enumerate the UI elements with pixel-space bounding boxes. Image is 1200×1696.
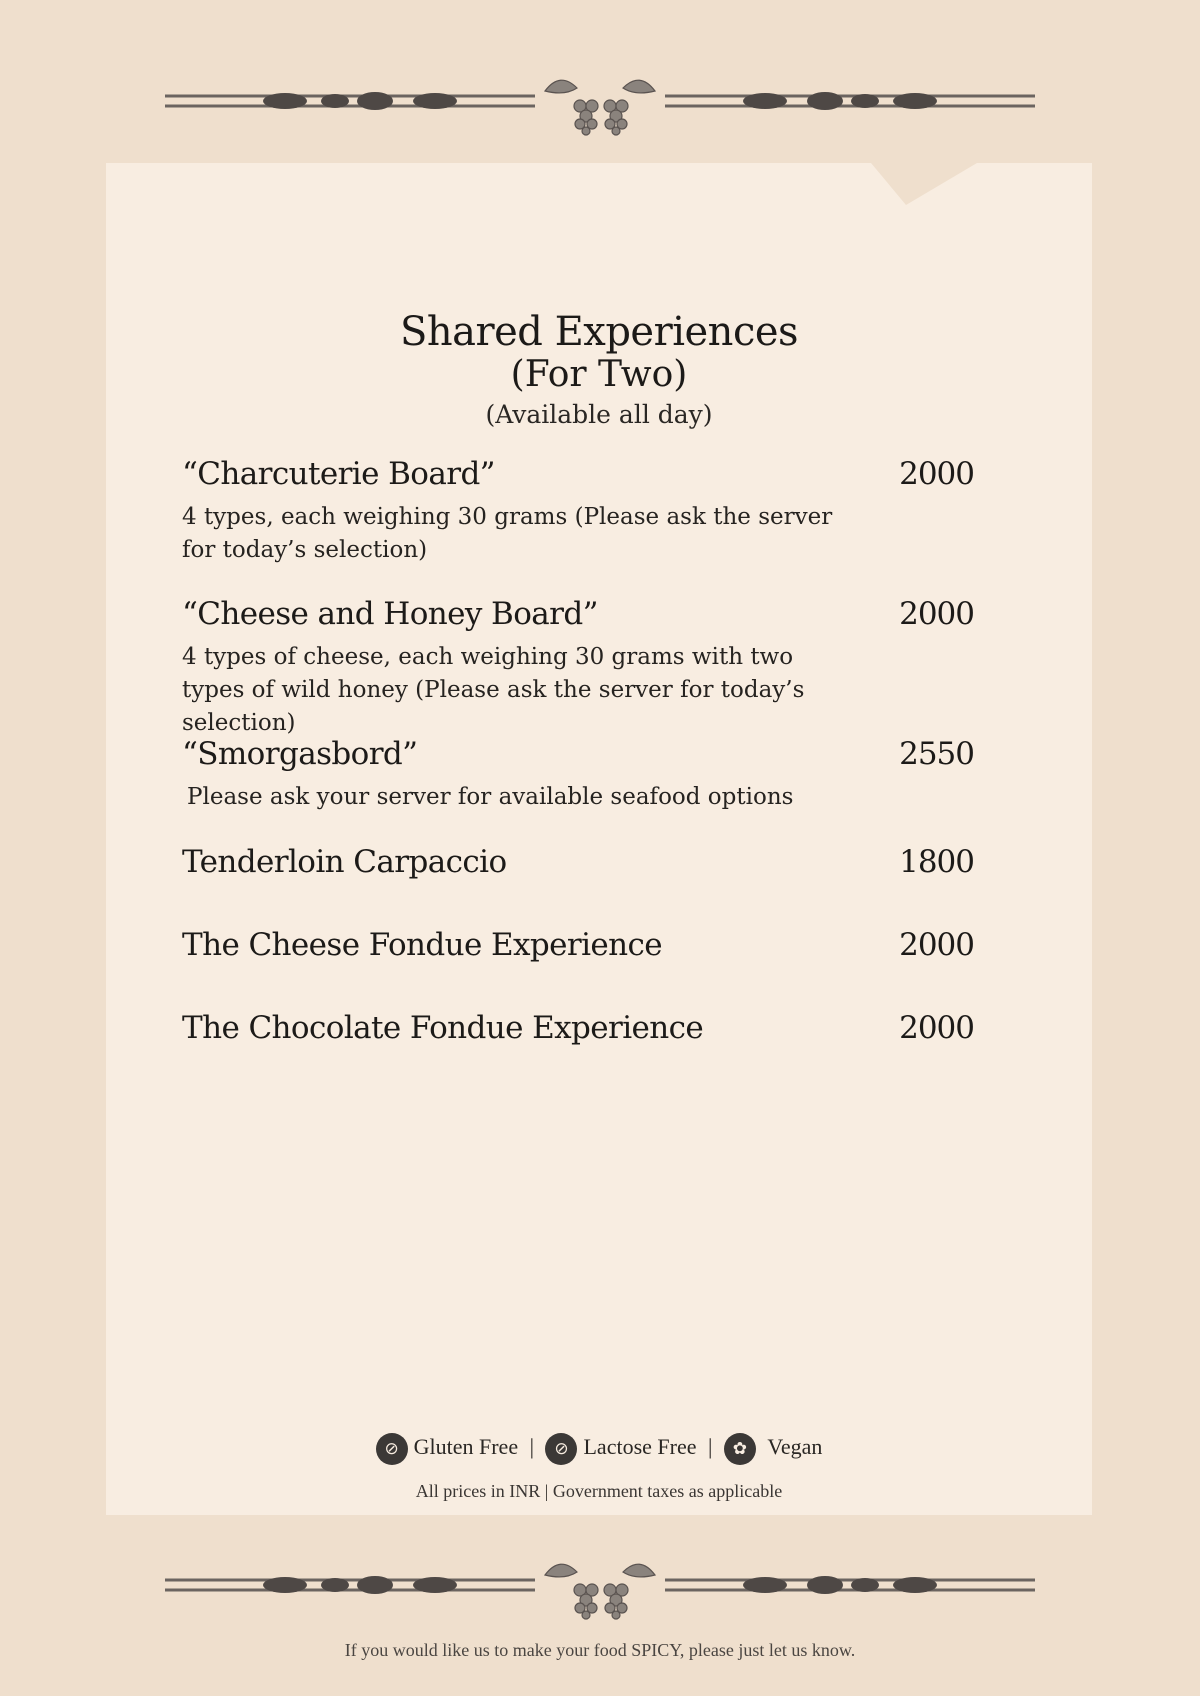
menu-subtitle: (Available all day) xyxy=(485,400,713,429)
menu-item-price: 2000 xyxy=(899,927,974,963)
gluten-free-label: Gluten Free xyxy=(413,1434,519,1460)
menu-item-price: 2550 xyxy=(899,736,974,772)
gluten-free-icon: ⊘ xyxy=(376,1433,408,1465)
menu-item-cheese-and-honey-board xyxy=(182,595,1086,740)
menu-item-name: Tenderloin Carpaccio xyxy=(182,844,507,880)
top-ornament-divider xyxy=(165,66,1035,136)
menu-item-name: The Chocolate Fondue Experience xyxy=(182,1010,704,1046)
vegan-leaf-icon: ✿ xyxy=(724,1433,756,1465)
menu-title: Shared Experiences xyxy=(399,309,799,355)
menu-item-price: 2000 xyxy=(899,596,974,632)
vegan-label: Vegan xyxy=(767,1434,823,1460)
legend-separator: | xyxy=(529,1434,534,1460)
menu-item-description: Please ask your server for available seafood options xyxy=(187,784,794,810)
spicy-note: If you would like us to make your food SPICY, please just let us know. xyxy=(344,1640,856,1660)
menu-item-description: 4 types of cheese, each weighing 30 grams with two types of wild honey (Please ask the server for today’s selection) xyxy=(182,644,805,736)
menu-item-tenderloin-carpaccio xyxy=(182,843,1086,881)
menu-item-name: “Smorgasbord” xyxy=(182,736,418,772)
menu-item-name: “Charcuterie Board” xyxy=(182,456,495,492)
menu-item-price: 1800 xyxy=(899,844,974,880)
menu-item-smorgasbord xyxy=(182,735,1086,814)
dietary-legend xyxy=(106,1433,1092,1465)
panel-notch xyxy=(871,163,977,205)
menu-item-description: 4 types, each weighing 30 grams (Please ask the server for today’s selection) xyxy=(182,504,833,563)
menu-item-chocolate-fondue-experience xyxy=(182,1009,1086,1047)
tax-note: All prices in INR | Government taxes as applicable xyxy=(415,1481,783,1501)
legend-separator: | xyxy=(707,1434,713,1460)
menu-item-price: 2000 xyxy=(899,1010,974,1046)
menu-item-cheese-fondue-experience xyxy=(182,926,1086,964)
menu-item-name: “Cheese and Honey Board” xyxy=(182,596,598,632)
lactose-free-icon: ⊘ xyxy=(545,1433,577,1465)
menu-item-name: The Cheese Fondue Experience xyxy=(182,927,663,963)
menu-panel xyxy=(106,163,1092,1515)
menu-item-price: 2000 xyxy=(899,456,974,492)
menu-title-line2: (For Two) xyxy=(510,354,688,395)
bottom-ornament-divider xyxy=(165,1550,1035,1620)
lactose-free-label: Lactose Free xyxy=(583,1434,697,1460)
menu-item-charcuterie-board xyxy=(182,455,1086,567)
